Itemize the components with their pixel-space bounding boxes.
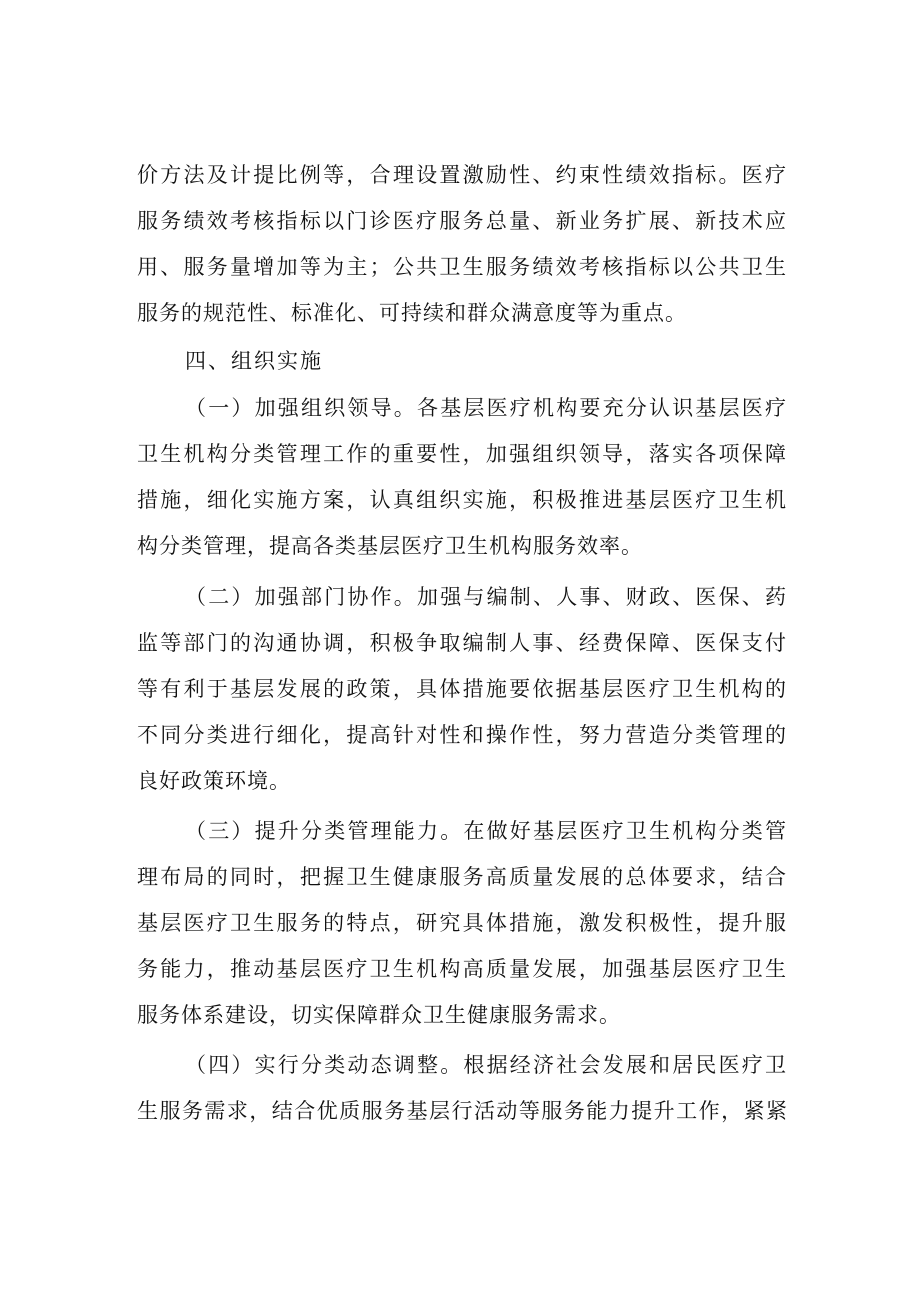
paragraph-line: 不同分类进行细化，提高针对性和操作性，努力营造分类管理的: [137, 723, 787, 747]
paragraph-line: 服务体系建设，切实保障群众卫生健康服务需求。: [137, 1003, 621, 1027]
paragraph-line: 价方法及计提比例等，合理设置激励性、约束性绩效指标。医疗: [137, 163, 787, 187]
paragraph-line: 务能力，推动基层医疗卫生机构高质量发展，加强基层医疗卫生: [137, 957, 787, 981]
paragraph-line: 基层医疗卫生服务的特点，研究具体措施，激发积极性，提升服: [137, 911, 787, 935]
section-heading: 四、组织实施: [185, 349, 323, 373]
paragraph-line: 构分类管理，提高各类基层医疗卫生机构服务效率。: [137, 534, 643, 558]
paragraph-line: 用、服务量增加等为主；公共卫生服务绩效考核指标以公共卫生: [137, 255, 787, 279]
paragraph-line: 生服务需求，结合优质服务基层行活动等服务能力提升工作，紧紧: [137, 1099, 787, 1123]
paragraph-line: 卫生机构分类管理工作的重要性，加强组织领导，落实各项保障: [137, 442, 787, 466]
paragraph-line: 理布局的同时，把握卫生健康服务高质量发展的总体要求，结合: [137, 865, 787, 889]
paragraph-line: 服务的规范性、标准化、可持续和群众满意度等为重点。: [137, 301, 687, 325]
paragraph-line: 服务绩效考核指标以门诊医疗服务总量、新业务扩展、新技术应: [137, 209, 787, 233]
paragraph-line: 措施，细化实施方案，认真组织实施，积极推进基层医疗卫生机: [137, 488, 787, 512]
paragraph-line: （二）加强部门协作。加强与编制、人事、财政、医保、药: [185, 585, 787, 609]
paragraph-line: 等有利于基层发展的政策，具体措施要依据基层医疗卫生机构的: [137, 677, 787, 701]
paragraph-line: （四）实行分类动态调整。根据经济社会发展和居民医疗卫: [185, 1053, 787, 1077]
paragraph-line: 良好政策环境。: [137, 769, 291, 793]
paragraph-line: （一）加强组织领导。各基层医疗机构要充分认识基层医疗: [185, 396, 787, 420]
paragraph-line: （三）提升分类管理能力。在做好基层医疗卫生机构分类管: [185, 819, 787, 843]
paragraph-line: 监等部门的沟通协调，积极争取编制人事、经费保障、医保支付: [137, 631, 787, 655]
